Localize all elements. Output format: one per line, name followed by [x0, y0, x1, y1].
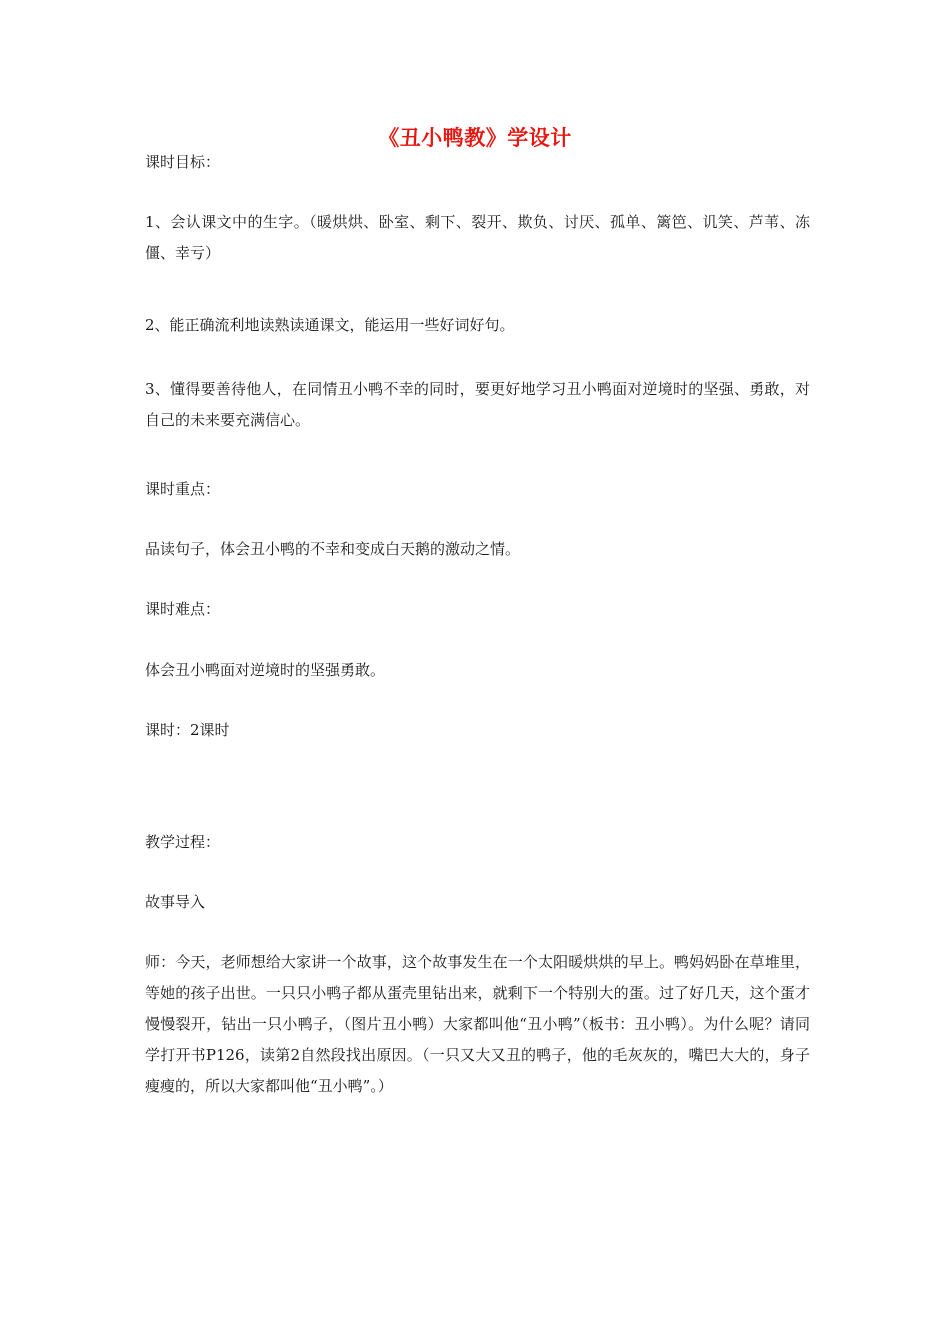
key-points-text: 品读句子，体会丑小鸭的不幸和变成白天鹅的激动之情。 [145, 540, 521, 558]
difficulty-heading: 课时难点： [145, 600, 221, 618]
objective-1: 1、会认课文中的生字。（暖烘烘、卧室、剩下、裂开、欺负、讨厌、孤单、篱笆、讥笑、芦苇、冻僵、幸亏） [145, 213, 810, 262]
objective-2: 2、能正确流利地读熟读通课文，能运用一些好词好句。 [145, 316, 515, 334]
objectives-heading: 课时目标： [145, 153, 221, 171]
difficulty-text: 体会丑小鸭面对逆境时的坚强勇敢。 [145, 661, 386, 679]
document-title: 《丑小鸭教》学设计 [378, 126, 572, 150]
key-points-heading: 课时重点： [145, 480, 221, 498]
duration-text: 课时：2课时 [145, 721, 230, 739]
objective-3: 3、懂得要善待他人，在同情丑小鸭不幸的同时，要更好地学习丑小鸭面对逆境时的坚强、勇敢，对自己的未来要充满信心。 [145, 380, 810, 429]
intro-heading: 故事导入 [145, 893, 206, 911]
process-heading: 教学过程： [145, 833, 221, 851]
teacher-paragraph: 师：今天，老师想给大家讲一个故事，这个故事发生在一个太阳暖烘烘的早上。鸭妈妈卧在草堆里，等她的孩子出世。一只只小鸭子都从蛋壳里钻出来，就剩下一个特别大的蛋。过了好几天，这个蛋才慢慢裂开，钻出一只小鸭子，（图片丑小鸭）大家都叫他“丑小鸭”（板书：丑小鸭）。为什么呢？请同学打开书P126，读第2自然段找出原因。（一只又大又丑的鸭子，他的毛灰灰的，嘴巴大大的，身子瘦瘦的，所以大家都叫他“丑小鸭”。） [145, 953, 810, 1095]
